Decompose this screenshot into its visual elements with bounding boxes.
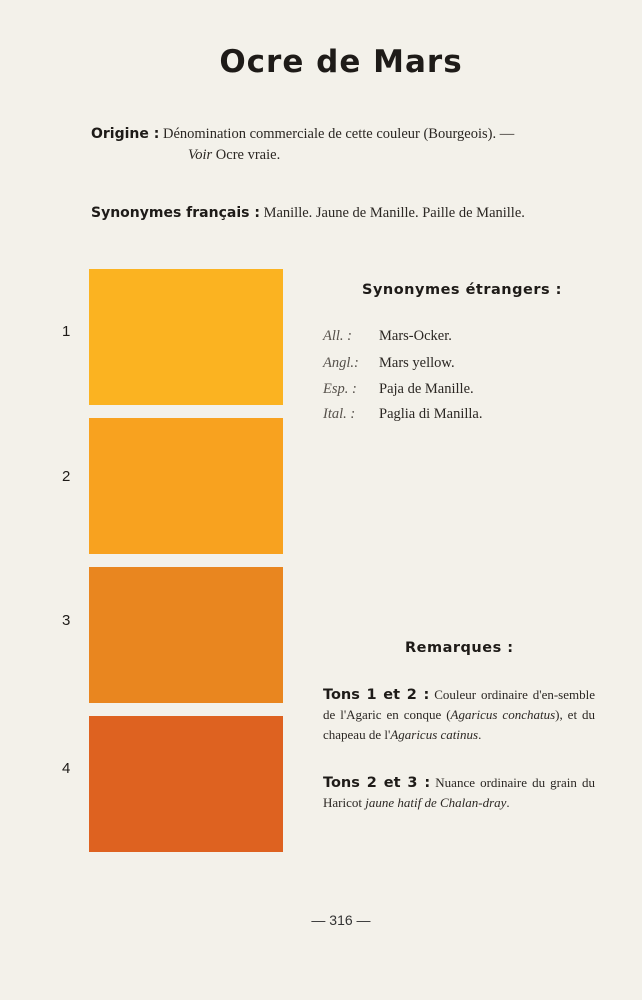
origine-label: Origine :	[91, 126, 160, 142]
synonyme-language: All. :	[323, 328, 352, 344]
origine-voir: Voir	[188, 147, 213, 163]
color-swatch-2	[89, 418, 283, 554]
tons-1-2-text-b: ), et du chapeau de l'	[323, 707, 595, 742]
synonyme-value: Paja de Manille.	[379, 381, 474, 397]
tons-1-2-text-c: .	[478, 727, 482, 742]
swatch-number-3: 3	[62, 612, 71, 629]
synonymes-francais-label: Synonymes français :	[91, 205, 260, 221]
tons-1-2-italic-a: Agaricus conchatus	[450, 707, 556, 722]
tons-1-2-text-a: Couleur ordinaire d'en-semble de l'Agaric en conque (	[323, 687, 595, 722]
color-swatch-1	[89, 269, 283, 405]
tons-1-2-label: Tons 1 et 2 :	[323, 687, 430, 703]
remarque-tons-2-3	[323, 773, 595, 813]
synonyme-value: Mars yellow.	[379, 355, 455, 371]
swatch-number-2: 2	[62, 468, 71, 485]
remarques-heading: Remarques :	[405, 640, 514, 656]
synonyme-language: Ital. :	[323, 406, 356, 422]
color-swatch-3	[89, 567, 283, 703]
synonyme-value: Paglia di Manilla.	[379, 406, 483, 422]
origine-line-1	[91, 126, 514, 143]
tons-2-3-italic-a: jaune hatif de Chalan-dray	[365, 795, 507, 810]
page-title: Ocre de Mars	[219, 44, 463, 80]
synonyme-row	[323, 406, 483, 423]
color-swatch-4	[89, 716, 283, 852]
origine-text-1: Dénomination commerciale de cette couleur (Bourgeois). —	[162, 126, 515, 142]
synonyme-row	[323, 328, 452, 345]
origine-text-2: Ocre vraie.	[215, 147, 281, 163]
synonyme-value: Mars-Ocker.	[379, 328, 452, 344]
tons-2-3-text-b: .	[506, 795, 510, 810]
synonymes-francais	[91, 205, 525, 222]
synonyme-row	[323, 381, 474, 398]
tons-2-3-text-a: Nuance ordinaire du grain du Haricot	[323, 775, 595, 810]
swatch-number-1: 1	[62, 323, 71, 340]
tons-1-2-italic-b: Agaricus catinus	[390, 727, 479, 742]
synonyme-language: Esp. :	[323, 381, 357, 397]
page-number: — 316 —	[311, 912, 371, 928]
synonymes-etrangers-heading: Synonymes étrangers :	[362, 282, 562, 298]
remarque-tons-1-2	[323, 685, 595, 745]
synonymes-francais-text: Manille. Jaune de Manille. Paille de Manille.	[263, 205, 525, 221]
swatch-number-4: 4	[62, 760, 71, 777]
origine-line-2	[188, 147, 280, 164]
synonyme-language: Angl.:	[323, 355, 359, 371]
tons-2-3-label: Tons 2 et 3 :	[323, 775, 431, 791]
synonyme-row	[323, 355, 455, 372]
